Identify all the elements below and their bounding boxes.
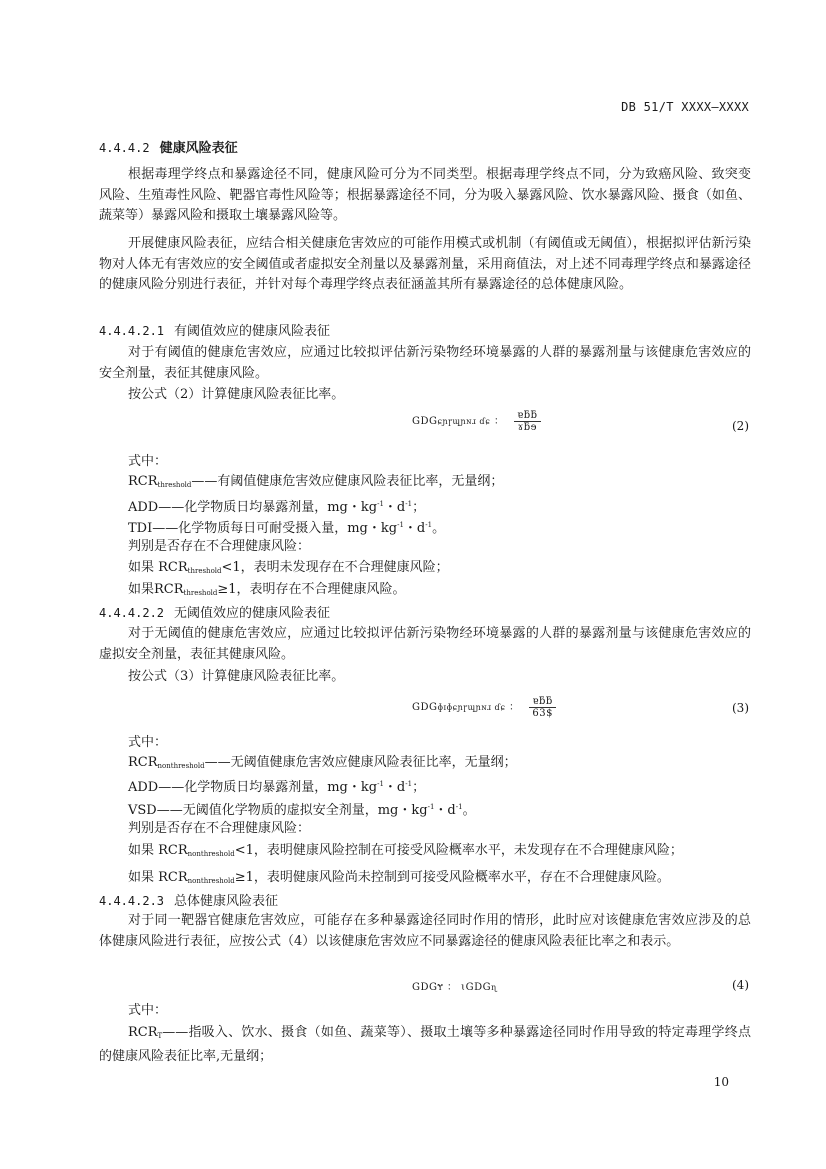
judgement-rule-2 (128, 580, 406, 603)
formula-intro: 按公式（2）计算健康风险表征比率。 (128, 387, 345, 402)
section-heading-4442 (99, 137, 238, 156)
symbol-subscript: nonthreshold (187, 877, 235, 885)
paragraph-threshold-intro: 对于有阈值的健康危害效应，应通过比较拟评估新污染物经环境暴露的人群的暴露剂量与该健康危害效应的安全剂量，表征其健康风险。 (99, 345, 751, 381)
formula-2 (412, 410, 541, 433)
section-number: 4.4.4.2 (99, 141, 150, 155)
rule-text: ≥1，表明健康风险尚未控制到可接受风险概率水平，存在不合理健康风险。 (234, 870, 670, 885)
formula-denominator: ɤƃɘ (517, 422, 538, 433)
judgement-label: 判别是否存在不合理健康风险： (128, 539, 311, 554)
exponent: -1 (377, 500, 384, 508)
judgement-rule-1 (128, 841, 683, 864)
exponent: -1 (425, 521, 433, 529)
symbol-subscript: nonthreshold (157, 762, 205, 770)
judgement-rule-2 (128, 868, 670, 891)
formula-4 (412, 978, 497, 993)
symbol: RCR (128, 474, 158, 489)
paragraph-risk-types: 根据毒理学终点和暴露途径不同，健康风险可分为不同类型。根据毒理学终点不同，分为致癌风险、致突变风险、生殖毒性风险、靶器官毒性风险等；根据暴露途径不同，分为吸入暴露风险、饮水暴露风险、摄食（如鱼、蔬菜等）暴露风险和摄取土壤暴露风险等。 (99, 167, 751, 223)
formula-equals: ： (494, 416, 505, 427)
section-number: 4.4.4.2.3 (99, 894, 165, 908)
equation-number-4: (4) (732, 978, 749, 992)
definition-add (128, 774, 425, 798)
formula-lhs: GDG (412, 982, 438, 993)
sum-symbol: ɩ (461, 982, 466, 993)
definition-text: VSD——无阈值化学物质的虚拟安全剂量，mg・kg (128, 803, 428, 818)
formula-3 (412, 696, 556, 719)
section-number: 4.4.4.2.2 (99, 606, 165, 620)
section-title: 健康风险表征 (159, 141, 238, 156)
section-number: 4.4.4.2.1 (99, 324, 165, 338)
definition-text: ADD——化学物质日均暴露剂量，mg・kg (128, 780, 378, 795)
section-title: 无阈值效应的健康风险表征 (174, 606, 331, 621)
symbol-subscript: T (157, 1032, 163, 1040)
symbol-subscript: threshold (157, 481, 192, 489)
definition-text: ADD——化学物质日均暴露剂量，mg・kg (128, 500, 378, 515)
punctuation: 。 (462, 803, 476, 818)
definition-text: ——有阈值健康危害效应健康风险表征比率，无量纲； (191, 474, 504, 489)
rule-prefix: 如果 RCR (128, 560, 188, 575)
section-heading-44421 (99, 320, 330, 339)
section-heading-44422 (99, 602, 330, 621)
formula-fraction (529, 696, 556, 719)
equation-number-3: (3) (732, 701, 749, 715)
formula-rhs: GDG (465, 982, 492, 993)
symbol-subscript: threshold (183, 589, 218, 597)
section-title: 有阈值效应的健康风险表征 (174, 324, 331, 339)
formula-lhs-sub: Ɏ (437, 983, 444, 992)
where-label: 式中： (128, 1003, 168, 1018)
definition-rcr-threshold (128, 472, 503, 495)
symbol-subscript: threshold (187, 567, 222, 575)
definition-unit: ・d (403, 521, 426, 536)
definition-text: TDI——化学物质每日可耐受摄入量，mg・kg (128, 521, 398, 536)
equation-number-2: (2) (732, 419, 749, 433)
formula-numerator: ɐƃƃ (514, 410, 540, 422)
formula-intro: 按公式（3）计算健康风险表征比率。 (128, 669, 345, 684)
rule-prefix: 如果RCR (128, 582, 184, 597)
where-label: 式中： (128, 735, 168, 750)
punctuation: ； (412, 500, 426, 515)
definition-rcr-total (99, 1023, 751, 1067)
formula-equals: ： (509, 702, 520, 713)
definition-text: ——无阈值健康危害效应健康风险表征比率，无量纲； (204, 755, 517, 770)
formula-lhs: GDG (412, 702, 438, 713)
definition-vsd (128, 797, 476, 821)
rule-prefix: 如果 RCR (128, 843, 188, 858)
section-heading-44423 (99, 890, 278, 909)
formula-lhs-sub: ɕɲɼɰɲɴɹ ɗɕ (437, 417, 491, 426)
exponent: -1 (377, 780, 384, 788)
symbol-subscript: nonthreshold (187, 850, 235, 858)
rule-text: <1，表明未发现存在不合理健康风险； (221, 560, 449, 575)
judgement-label: 判别是否存在不合理健康风险： (128, 821, 311, 836)
paragraph-nonthreshold-intro: 对于无阈值的健康危害效应，应通过比较拟评估新污染物经环境暴露的人群的暴露剂量与该健康危害效应的虚拟安全剂量，表征其健康风险。 (99, 626, 751, 662)
exponent: -1 (405, 500, 413, 508)
exponent: -1 (405, 780, 413, 788)
definition-rcr-nonthreshold (128, 753, 517, 776)
formula-rhs-sub: ɳ (491, 983, 498, 992)
where-label: 式中： (128, 454, 168, 469)
document-code: DB 51/T XXXX—XXXX (621, 100, 749, 114)
rule-text: <1，表明健康风险控制在可接受风险概率水平，未发现存在不合理健康风险； (234, 843, 683, 858)
page-number: 10 (713, 1075, 729, 1089)
exponent: -1 (397, 521, 404, 529)
formula-numerator: ɐƃƃ (529, 696, 556, 708)
paragraph-total-risk: 对于同一靶器官健康危害效应，可能存在多种暴露途径同时作用的情形，此时应对该健康危害效应涉及的总体健康风险进行表征，应按公式（4）以该健康危害效应不同暴露途径的健康风险表征比率之和表示。 (99, 913, 751, 949)
section-title: 总体健康风险表征 (174, 894, 279, 909)
definition-unit: ・d (434, 803, 456, 818)
formula-lhs-sub: ɸɪɸɕɲɼɰɲɴɹ ɗɕ (437, 703, 506, 712)
definition-unit: ・d (383, 500, 406, 515)
formula-denominator: 63$ (532, 708, 553, 719)
judgement-rule-1 (128, 558, 449, 581)
definition-tdi (128, 515, 445, 539)
definition-text: ——指吸入、饮水、摄食（如鱼、蔬菜等）、摄取土壤等多种暴露途径同时作用导致的特定毒理学终点的健康风险表征比率,无量纲； (99, 1025, 751, 1064)
exponent: -1 (427, 803, 435, 811)
punctuation: 。 (432, 521, 446, 536)
formula-fraction (514, 410, 540, 433)
rule-text: ≥1，表明存在不合理健康风险。 (217, 582, 406, 597)
definition-unit: ・d (383, 780, 406, 795)
formula-lhs: GDG (412, 416, 438, 427)
paragraph-risk-characterization: 开展健康风险表征，应结合相关健康危害效应的可能作用模式或机制（有阈值或无阈值），根据拟评估新污染物对人体无有害效应的安全阈值或者虚拟安全剂量以及暴露剂量，采用商值法，对上述不同毒理学终点和暴露途径的健康风险分别进行表征，并针对每个毒理学终点表征涵盖其所有暴露途径的总体健康风险。 (99, 236, 751, 292)
punctuation: ； (412, 780, 426, 795)
formula-equals: ： (446, 982, 458, 993)
rule-prefix: 如果 RCR (128, 870, 188, 885)
symbol: RCR (128, 1025, 158, 1040)
symbol: RCR (128, 755, 158, 770)
exponent: -1 (455, 803, 463, 811)
